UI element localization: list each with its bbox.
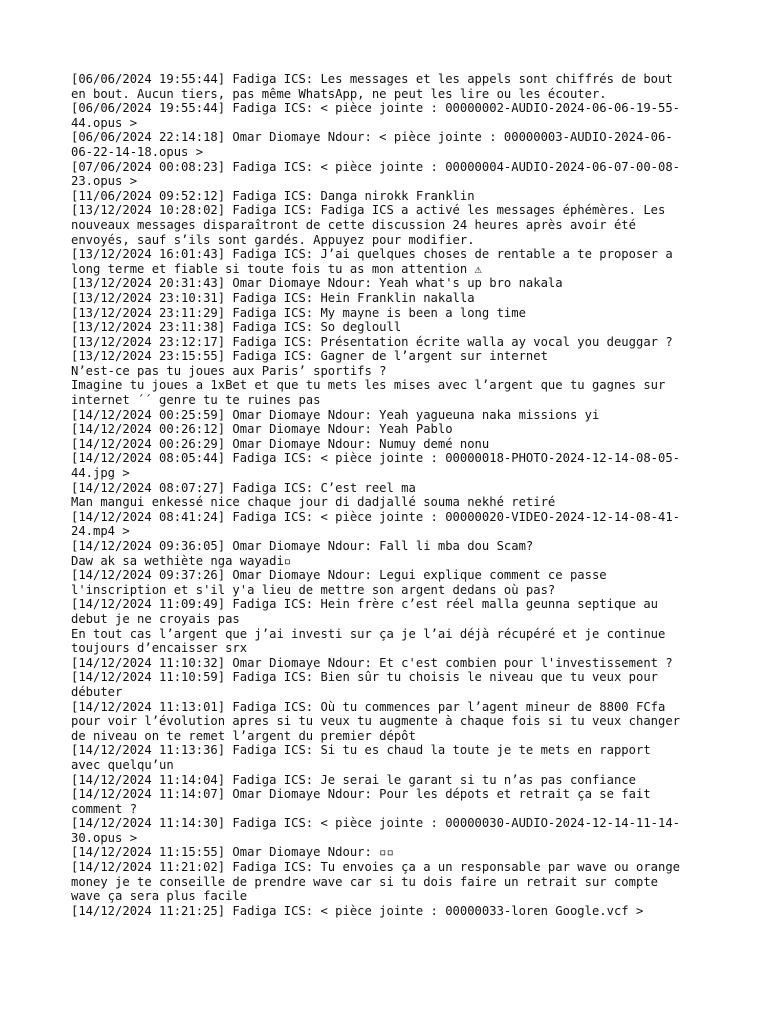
transcript-line: long terme et fiable si toute fois tu as mon attention ⚠ bbox=[71, 261, 482, 276]
transcript-line: [14/12/2024 11:15:55] Omar Diomaye Ndour: ▫▫ bbox=[71, 845, 394, 860]
transcript-line: [14/12/2024 08:41:24] Fadiga ICS: < pièce jointe : 00000020-VIDEO-2024-12-14-08-41- bbox=[71, 509, 681, 524]
transcript-line: [14/12/2024 11:10:32] Omar Diomaye Ndour: Et c'est combien pour l'investissement ? bbox=[71, 655, 673, 670]
transcript-line: comment ? bbox=[71, 801, 138, 816]
transcript-line: [13/12/2024 16:01:43] Fadiga ICS: J’ai quelques choses de rentable a te proposer a bbox=[71, 247, 673, 262]
transcript-line: Man mangui enkessé nice chaque jour di dadjallé souma nekhé retiré bbox=[71, 495, 556, 510]
transcript-line: envoyés, sauf s’ils sont gardés. Appuyez pour modifier. bbox=[71, 232, 475, 247]
transcript-line: N’est-ce pas tu joues aux Paris’ sportifs ? bbox=[71, 363, 387, 378]
transcript-line: [14/12/2024 11:21:25] Fadiga ICS: < pièce jointe : 00000033-loren Google.vcf > bbox=[71, 903, 644, 918]
transcript-line: [13/12/2024 23:11:29] Fadiga ICS: My mayne is been a long time bbox=[71, 305, 526, 320]
transcript-line: [14/12/2024 00:25:59] Omar Diomaye Ndour: Yeah yagueuna naka missions yi bbox=[71, 407, 600, 422]
transcript-line: [07/06/2024 00:08:23] Fadiga ICS: < pièce jointe : 00000004-AUDIO-2024-06-07-00-08- bbox=[71, 159, 681, 174]
transcript-line: [13/12/2024 23:12:17] Fadiga ICS: Présentation écrite walla ay vocal you deuggar ? bbox=[71, 334, 673, 349]
transcript-line: [14/12/2024 09:37:26] Omar Diomaye Ndour: Legui explique comment ce passe bbox=[71, 568, 607, 583]
chat-transcript bbox=[71, 72, 701, 918]
transcript-line: 44.opus > bbox=[71, 115, 138, 130]
transcript-line: [14/12/2024 08:05:44] Fadiga ICS: < pièce jointe : 00000018-PHOTO-2024-12-14-08-05- bbox=[71, 451, 681, 466]
transcript-line: 24.mp4 > bbox=[71, 524, 130, 539]
transcript-line: de niveau on te remet l’argent du premier dépôt bbox=[71, 728, 416, 743]
transcript-line: internet ´´ genre tu te ruines pas bbox=[71, 393, 321, 408]
transcript-line: [14/12/2024 11:09:49] Fadiga ICS: Hein frère c’est réel malla geunna septique au bbox=[71, 597, 658, 612]
transcript-line: l'inscription et s'il y'a lieu de mettre son argent dedans où pas? bbox=[71, 582, 556, 597]
transcript-line: pour voir l’évolution apres si tu veux tu augmente à chaque fois si tu veux changer bbox=[71, 714, 681, 729]
transcript-line: débuter bbox=[71, 684, 123, 699]
transcript-line: [14/12/2024 08:07:27] Fadiga ICS: C’est reel ma bbox=[71, 480, 416, 495]
transcript-line: [13/12/2024 20:31:43] Omar Diomaye Ndour: Yeah what's up bro nakala bbox=[71, 276, 563, 291]
transcript-line: [06/06/2024 19:55:44] Fadiga ICS: < pièce jointe : 00000002-AUDIO-2024-06-06-19-55- bbox=[71, 101, 681, 116]
transcript-line: [13/12/2024 23:10:31] Fadiga ICS: Hein Franklin nakalla bbox=[71, 290, 475, 305]
transcript-line: debut je ne croyais pas bbox=[71, 611, 240, 626]
transcript-line: avec quelqu’un bbox=[71, 757, 174, 772]
transcript-line: [14/12/2024 11:14:04] Fadiga ICS: Je serai le garant si tu n’as pas confiance bbox=[71, 772, 636, 787]
transcript-line: [14/12/2024 11:13:01] Fadiga ICS: Où tu commences par l’agent mineur de 8800 FCfa bbox=[71, 699, 666, 714]
transcript-line: nouveaux messages disparaîtront de cette discussion 24 heures après avoir été bbox=[71, 217, 636, 232]
transcript-line: [14/12/2024 00:26:12] Omar Diomaye Ndour: Yeah Pablo bbox=[71, 422, 453, 437]
transcript-line: toujours d’encaisser srx bbox=[71, 641, 248, 656]
transcript-line: 30.opus > bbox=[71, 830, 138, 845]
transcript-line: [06/06/2024 22:14:18] Omar Diomaye Ndour: < pièce jointe : 00000003-AUDIO-2024-06- bbox=[71, 130, 673, 145]
transcript-line: Daw ak sa wethiète nga wayadi▫ bbox=[71, 553, 292, 568]
transcript-line: En tout cas l’argent que j’ai investi sur ça je l’ai déjà récupéré et je continue bbox=[71, 626, 666, 641]
transcript-line: [14/12/2024 00:26:29] Omar Diomaye Ndour: Numuy demé nonu bbox=[71, 436, 490, 451]
transcript-line: money je te conseille de prendre wave car si tu dois faire un retrait sur compte bbox=[71, 874, 658, 889]
transcript-line: [14/12/2024 11:10:59] Fadiga ICS: Bien sûr tu choisis le niveau que tu veux pour bbox=[71, 670, 658, 685]
transcript-line: 23.opus > bbox=[71, 174, 138, 189]
transcript-line: 06-22-14-18.opus > bbox=[71, 144, 204, 159]
transcript-line: [14/12/2024 11:13:36] Fadiga ICS: Si tu es chaud la toute je te mets en rapport bbox=[71, 743, 651, 758]
transcript-line: wave ça sera plus facile bbox=[71, 889, 248, 904]
transcript-line: 44.jpg > bbox=[71, 466, 130, 481]
transcript-line: en bout. Aucun tiers, pas même WhatsApp, ne peut les lire ou les écouter. bbox=[71, 86, 607, 101]
document-page bbox=[71, 72, 701, 918]
transcript-line: [11/06/2024 09:52:12] Fadiga ICS: Danga nirokk Franklin bbox=[71, 188, 475, 203]
transcript-line: [13/12/2024 10:28:02] Fadiga ICS: Fadiga ICS a activé les messages éphémères. Les bbox=[71, 203, 666, 218]
transcript-line: [14/12/2024 11:14:30] Fadiga ICS: < pièce jointe : 00000030-AUDIO-2024-12-14-11-14- bbox=[71, 816, 681, 831]
transcript-line: Imagine tu joues a 1xBet et que tu mets les mises avec l’argent que tu gagnes sur bbox=[71, 378, 666, 393]
transcript-line: [06/06/2024 19:55:44] Fadiga ICS: Les messages et les appels sont chiffrés de bout bbox=[71, 72, 673, 86]
transcript-line: [14/12/2024 11:14:07] Omar Diomaye Ndour: Pour les dépots et retrait ça se fait bbox=[71, 787, 651, 802]
transcript-line: [14/12/2024 09:36:05] Omar Diomaye Ndour: Fall li mba dou Scam? bbox=[71, 539, 534, 553]
transcript-line: [14/12/2024 11:21:02] Fadiga ICS: Tu envoies ça a un responsable par wave ou orange bbox=[71, 860, 681, 875]
transcript-line: [13/12/2024 23:11:38] Fadiga ICS: So degloull bbox=[71, 320, 402, 335]
transcript-line: [13/12/2024 23:15:55] Fadiga ICS: Gagner de l’argent sur internet bbox=[71, 349, 548, 364]
